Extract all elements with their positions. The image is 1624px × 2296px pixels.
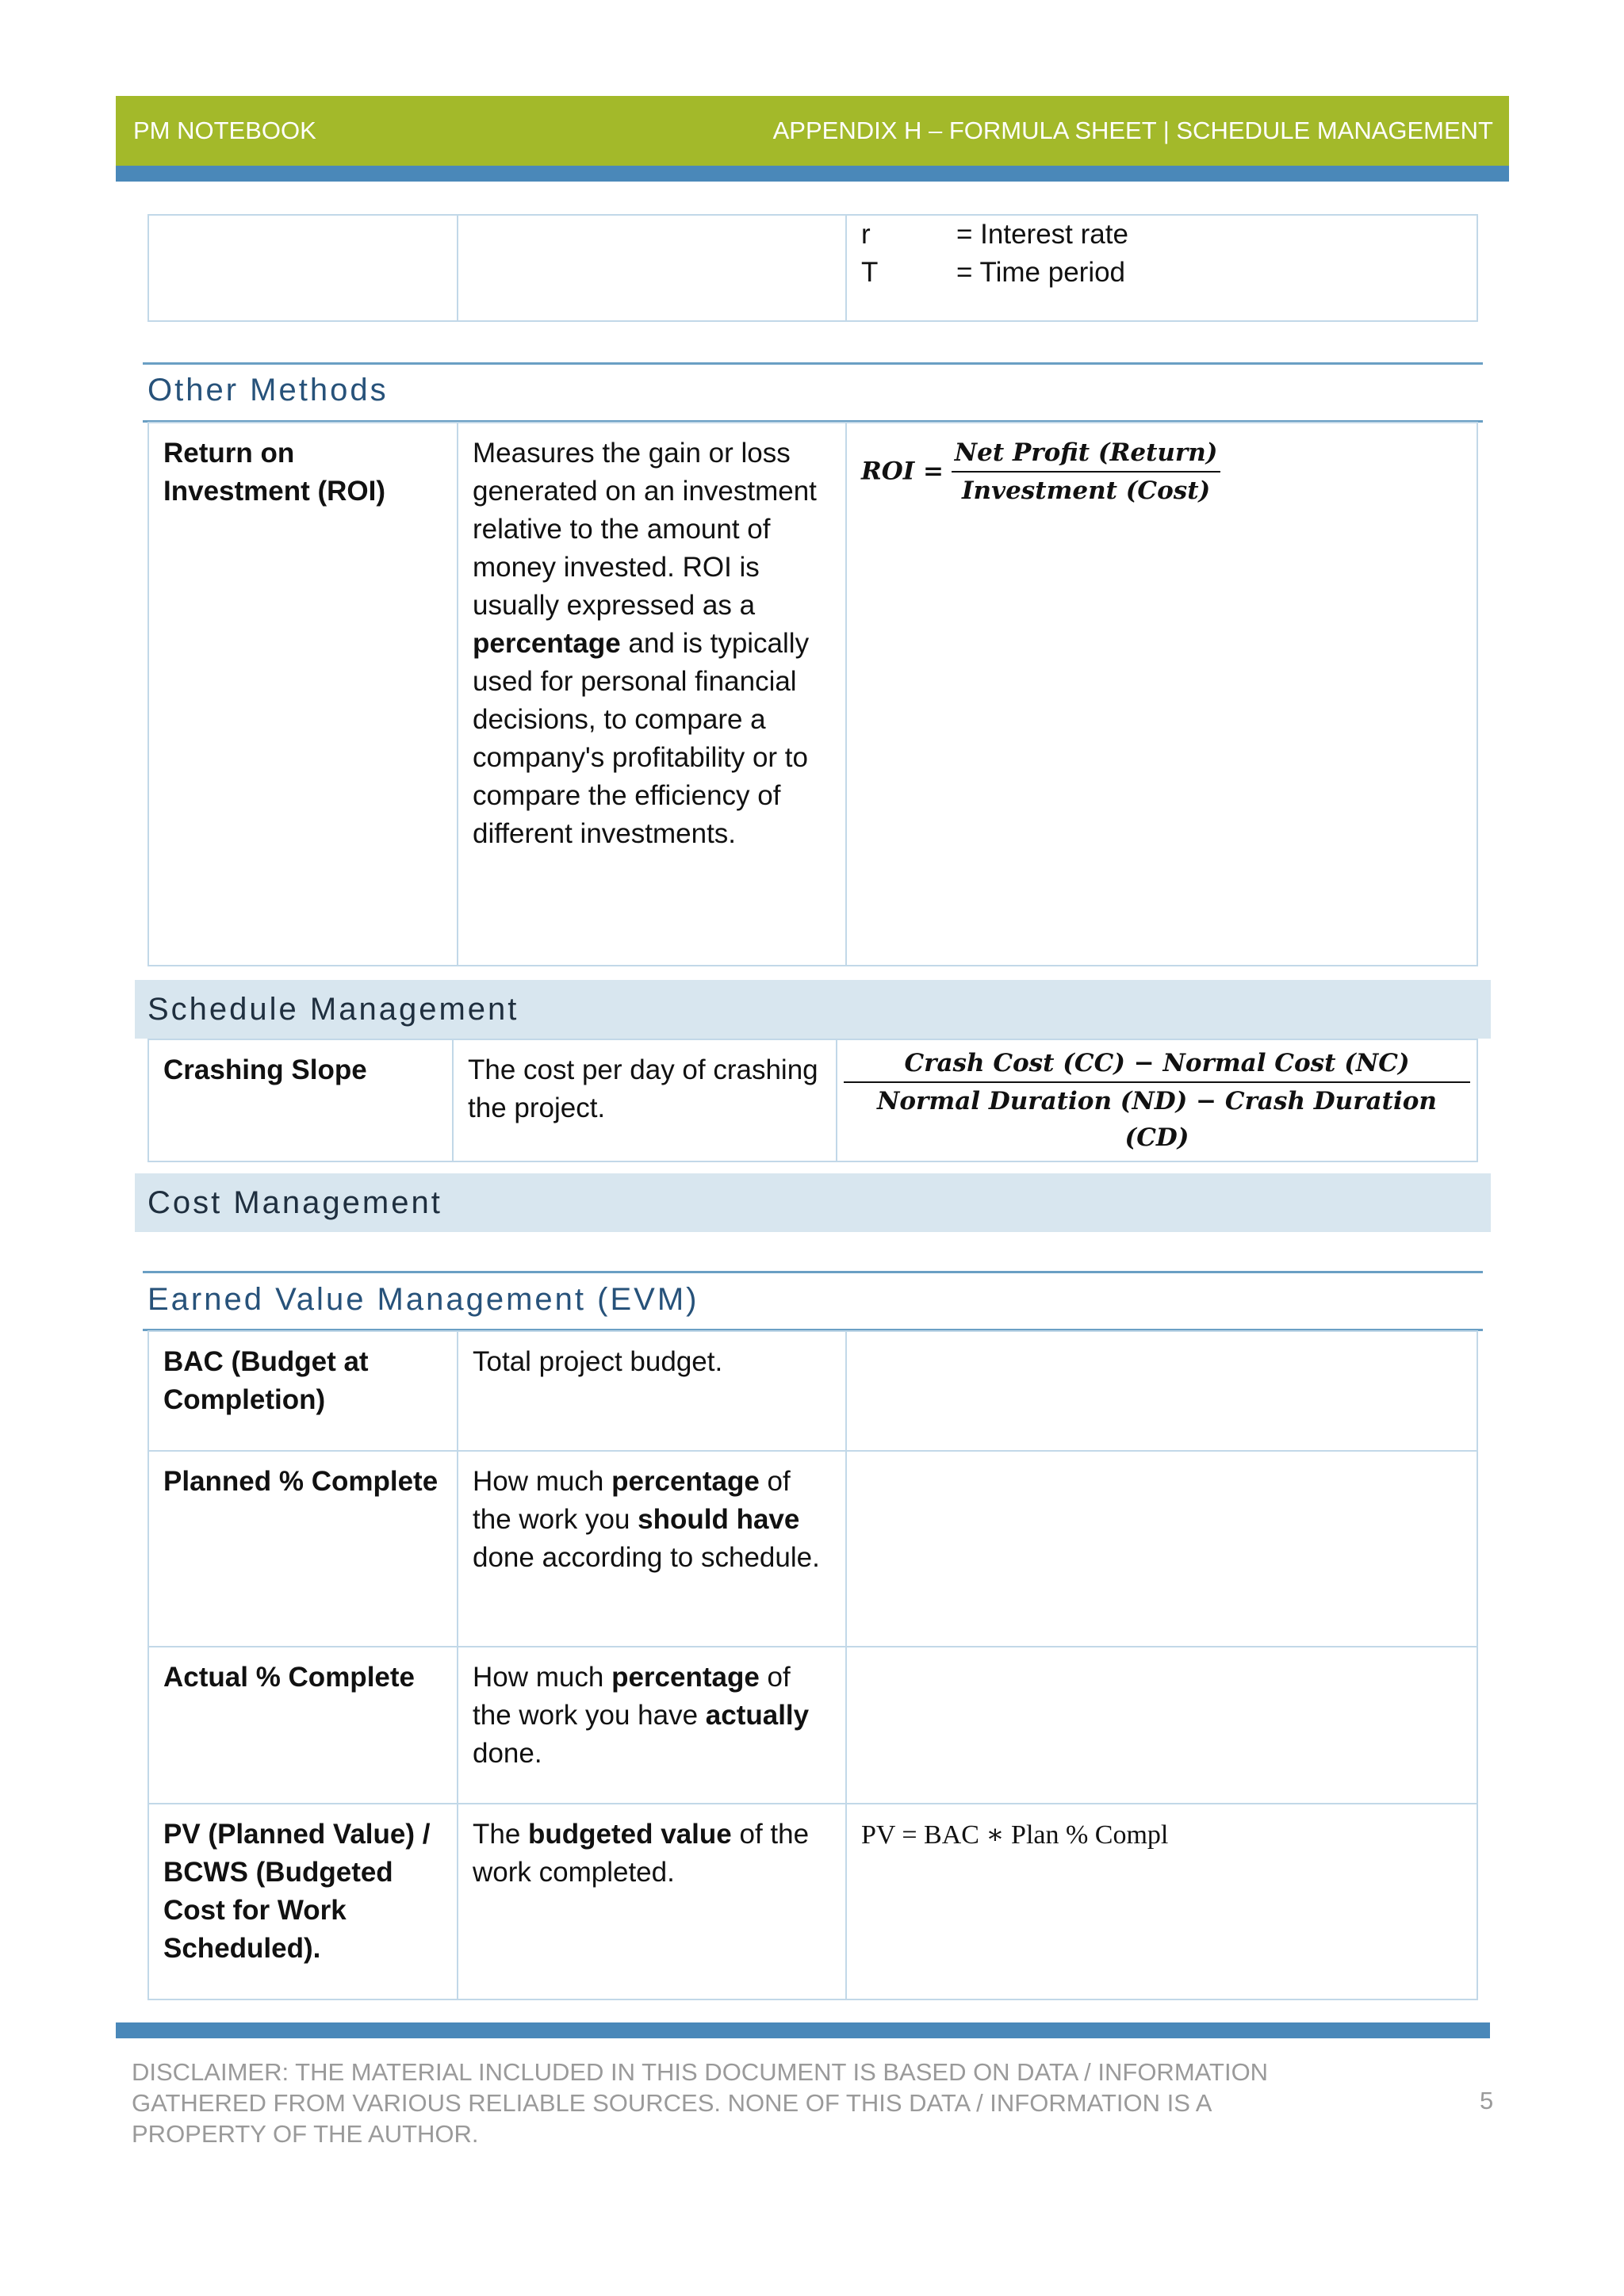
formula-fraction: [844, 1045, 1470, 1156]
formula-cell: [846, 1331, 1477, 1451]
cost-management-heading: Cost Management: [147, 1185, 442, 1220]
formula-cell: [846, 1451, 1477, 1647]
desc-text: How much: [473, 1662, 612, 1693]
formula-fraction: [952, 434, 1221, 509]
evm-table: [147, 1330, 1478, 2000]
table-row: [148, 1331, 1477, 1451]
desc-text: How much: [473, 1466, 612, 1497]
desc-text: Measures the gain or loss generated on an investment relative to the amount of money invested. ROI is usually expressed as a: [473, 438, 817, 621]
variable-definition: = Time period: [956, 257, 1126, 288]
desc-text: done according to schedule.: [473, 1542, 820, 1573]
desc-text: and is typically used for personal financial decisions, to compare a company's profitability or to compare the efficiency of different investments.: [473, 628, 810, 849]
variable-row: [861, 216, 1462, 254]
variable-row: [861, 254, 1462, 292]
table-row: [148, 1804, 1477, 1999]
page-header: [116, 96, 1509, 166]
cost-management-band: [135, 1173, 1491, 1232]
top-variables-table: [147, 214, 1478, 322]
desc-emphasis: percentage: [473, 628, 621, 659]
formula-text: PV = BAC ∗ Plan % Compl: [861, 1820, 1169, 1850]
desc-text: of the work you have: [473, 1662, 791, 1731]
variable-definition: = Interest rate: [956, 219, 1128, 250]
term-name: BAC (Budget at Completion): [148, 1331, 458, 1451]
term-name: Actual % Complete: [148, 1647, 458, 1804]
other-methods-table: [147, 422, 1478, 966]
variable-symbol: r: [861, 219, 871, 250]
variable-symbol: T: [861, 257, 879, 288]
header-left-text: PM NOTEBOOK: [133, 117, 316, 144]
formula-numerator: Net Profit (Return): [952, 434, 1221, 473]
term-description: Total project budget.: [458, 1331, 846, 1451]
desc-text: of the work completed.: [473, 1819, 810, 1888]
desc-text: done.: [473, 1738, 542, 1769]
desc-text: The: [473, 1819, 529, 1850]
term-name: Planned % Complete: [148, 1451, 458, 1647]
term-description: [458, 1804, 846, 1999]
formula-denominator: Normal Duration (ND) − Crash Duration (CD): [877, 1087, 1437, 1152]
term-description: [458, 1451, 846, 1647]
crashing-slope-formula: [837, 1039, 1477, 1161]
empty-cell: [458, 215, 846, 321]
formula-denominator: Investment (Cost): [962, 476, 1211, 505]
header-divider: [116, 166, 1509, 182]
desc-emphasis: budgeted value: [528, 1819, 732, 1850]
pv-formula: [846, 1804, 1477, 1999]
formula-lhs: ROI =: [861, 457, 944, 486]
term-name: PV (Planned Value) / BCWS (Budgeted Cost for Work Scheduled).: [148, 1804, 458, 1999]
table-row: [148, 1451, 1477, 1647]
footer-divider: [116, 2022, 1490, 2038]
other-methods-heading: Other Methods: [147, 373, 389, 408]
desc-emphasis: percentage: [611, 1466, 760, 1497]
table-row: [148, 1647, 1477, 1804]
formula-numerator: Crash Cost (CC) − Normal Cost (NC): [844, 1045, 1470, 1083]
schedule-management-table: [147, 1039, 1478, 1162]
page-number: 5: [1480, 2087, 1494, 2114]
method-name: Return on Investment (ROI): [148, 423, 458, 966]
evm-heading: Earned Value Management (EVM): [147, 1282, 699, 1317]
footer-disclaimer: DISCLAIMER: THE MATERIAL INCLUDED IN THIS DOCUMENT IS BASED ON DATA / INFORMATION GATHERED FROM VARIOUS RELIABLE SOURCES. NONE OF THIS DATA / INFORMATION IS A PROPERTY OF THE AUTHOR.: [132, 2058, 1269, 2148]
method-description: [458, 423, 846, 966]
desc-emphasis: percentage: [611, 1662, 760, 1693]
method-name: Crashing Slope: [148, 1039, 453, 1161]
desc-emphasis: actually: [705, 1700, 810, 1731]
desc-emphasis: should have: [638, 1504, 800, 1535]
roi-formula: [846, 423, 1477, 966]
empty-cell: [148, 215, 458, 321]
method-description: The cost per day of crashing the project.: [453, 1039, 837, 1161]
formula-cell: [846, 1647, 1477, 1804]
schedule-management-heading: Schedule Management: [147, 992, 519, 1027]
desc-text: of the work you: [473, 1466, 791, 1535]
term-description: [458, 1647, 846, 1804]
schedule-management-band: [135, 980, 1491, 1039]
header-right-text: APPENDIX H – FORMULA SHEET | SCHEDULE MANAGEMENT: [772, 117, 1493, 144]
variable-definitions: [846, 215, 1477, 321]
